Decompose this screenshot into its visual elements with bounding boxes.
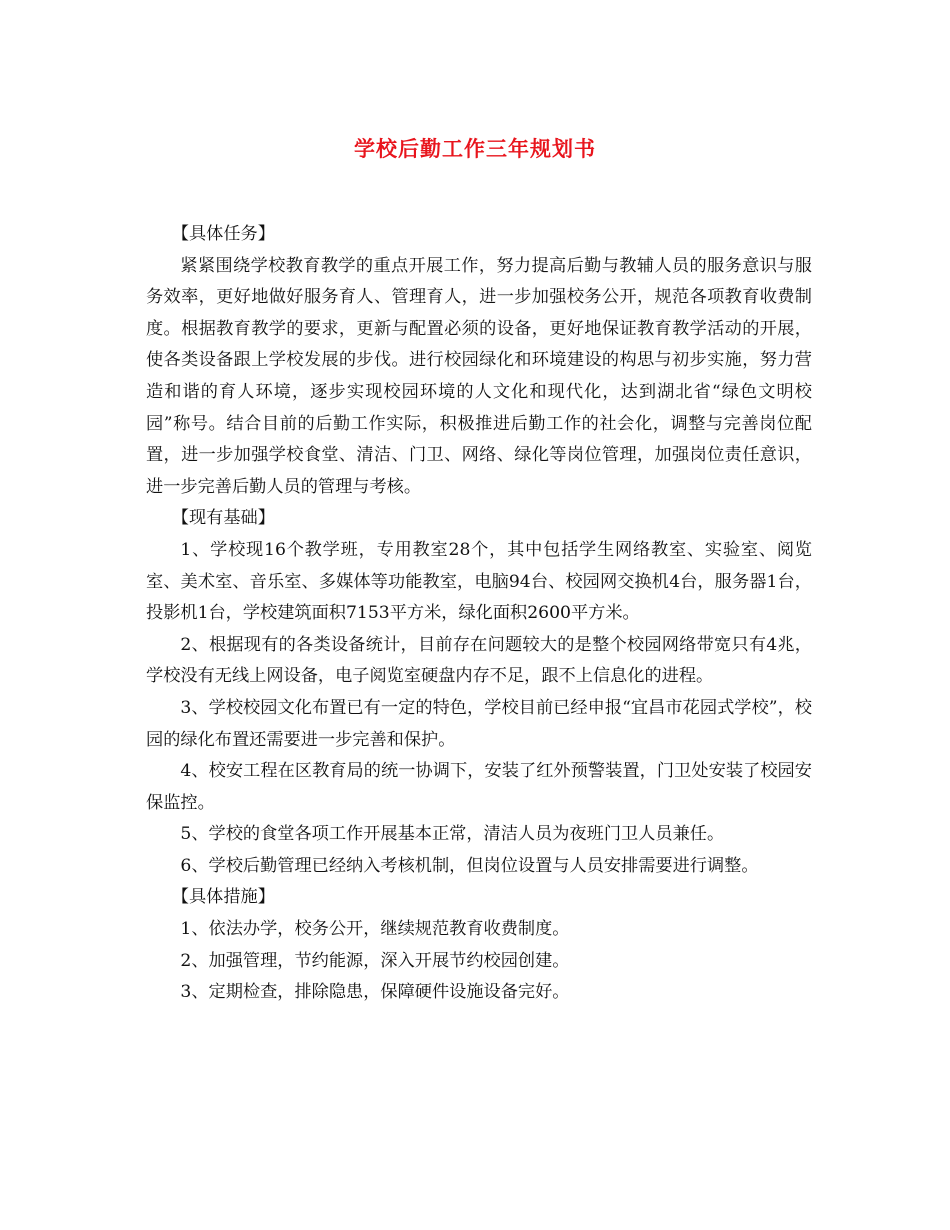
paragraph-basis-2: 2、根据现有的各类设备统计，目前存在问题较大的是整个校园网络带宽只有4兆，学校没有无线上网设备，电子阅览室硬盘内存不足，跟不上信息化的进程。	[146, 634, 812, 687]
paragraph-measure-3: 3、定期检查，排除隐患，保障硬件设施设备完好。	[180, 982, 570, 1003]
section-heading-tasks: 【具体任务】	[171, 224, 275, 244]
section-heading-measures: 【具体措施】	[171, 887, 275, 908]
paragraph-basis-4: 4、校安工程在区教育局的统一协调下，安装了红外预警装置，门卫处安装了校园安保监控。	[146, 761, 812, 813]
paragraph-basis-6: 6、学校后勤管理已经纳入考核机制，但岗位设置与人员安排需要进行调整。	[180, 855, 759, 876]
paragraph-basis-5: 5、学校的食堂各项工作开展基本正常，清洁人员为夜班门卫人员兼任。	[180, 824, 725, 845]
paragraph-measure-2: 2、加强管理，节约能源，深入开展节约校园创建。	[180, 950, 570, 971]
section-heading-basis: 【现有基础】	[171, 508, 275, 529]
paragraph-basis-3: 3、学校校园文化布置已有一定的特色，学校目前已经申报“宜昌市花园式学校”，校园的绿化布置还需要进一步完善和保护。	[146, 697, 812, 750]
document-title: 学校后勤工作三年规划书	[354, 136, 596, 161]
paragraph-measure-1: 1、依法办学，校务公开，继续规范教育收费制度。	[180, 919, 570, 940]
paragraph-tasks: 紧紧围绕学校教育教学的重点开展工作，努力提高后勤与教辅人员的服务意识与服务效率，更好地做好服务育人、管理育人，进一步加强校务公开，规范各项教育收费制度。根据教育教学的要求，更新与配置必须的设备，更好地保证教育教学活动的开展，使各类设备跟上学校发展的步伐。进行校园绿化和环境建设的构思与初步实施，努力营造和谐的育人环境，逐步实现校园环境的人文化和现代化，达到湖北省“绿色文明校园”称号。结合目前的后勤工作实际，积极推进后勤工作的社会化，调整与完善岗位配置，进一步加强学校食堂、清洁、门卫、网络、绿化等岗位管理，加强岗位责任意识，进一步完善后勤人员的管理与考核。	[146, 255, 812, 497]
paragraph-basis-1: 1、学校现16个教学班，专用教室28个，其中包括学生网络教室、实验室、阅览室、美术室、音乐室、多媒体等功能教室，电脑94台、校园网交换机4台，服务器1台，投影机1台，学校建筑面积7153平方米，绿化面积2600平方米。	[146, 539, 812, 624]
document-body	[146, 219, 812, 1009]
